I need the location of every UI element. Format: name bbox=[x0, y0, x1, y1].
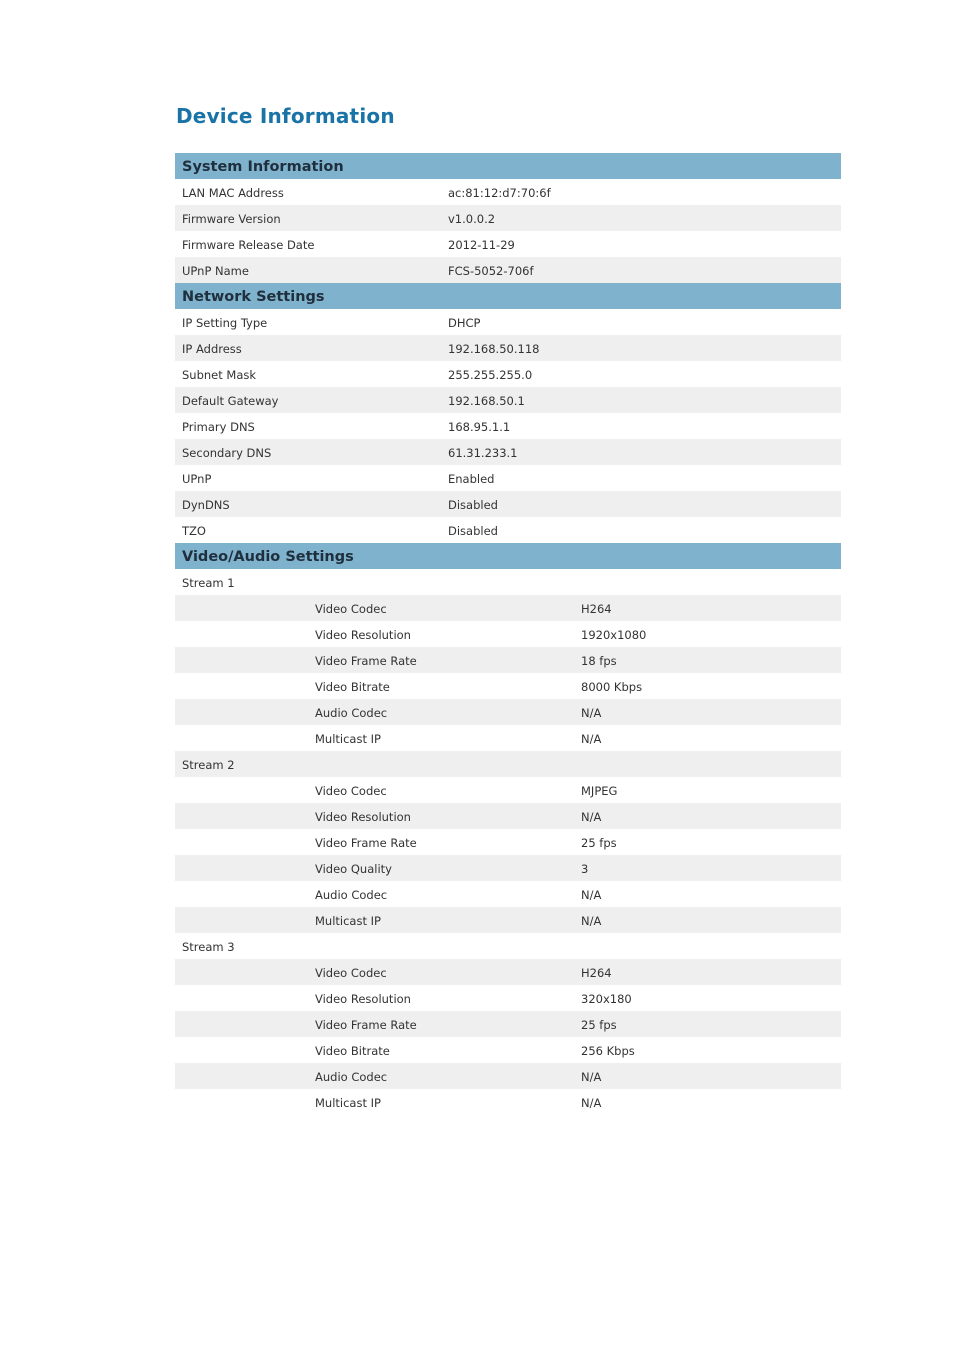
info-row-dyndns bbox=[175, 491, 841, 517]
info-row-tzo bbox=[175, 517, 841, 543]
stream-3-video-frame-rate bbox=[175, 1011, 841, 1037]
stream-2-video-codec bbox=[175, 777, 841, 803]
stream-1-video-bitrate bbox=[175, 673, 841, 699]
info-label: Video Resolution bbox=[315, 628, 411, 642]
info-label: Video Frame Rate bbox=[315, 654, 417, 668]
stream-2-multicast-ip bbox=[175, 907, 841, 933]
info-value: 3 bbox=[581, 862, 589, 876]
section-title: System Information bbox=[182, 159, 344, 175]
info-label: Audio Codec bbox=[315, 888, 388, 902]
info-label: DynDNS bbox=[182, 498, 230, 512]
info-value: N/A bbox=[581, 1096, 602, 1110]
stream-1-multicast-ip bbox=[175, 725, 841, 751]
info-label: Multicast IP bbox=[315, 1096, 381, 1110]
info-value: N/A bbox=[581, 732, 602, 746]
info-label: Default Gateway bbox=[182, 394, 279, 408]
section-title: Video/Audio Settings bbox=[182, 549, 354, 565]
info-label: Video Codec bbox=[315, 602, 387, 616]
section-header-network-settings bbox=[175, 283, 841, 309]
info-row-subnet-mask bbox=[175, 361, 841, 387]
info-value: 192.168.50.118 bbox=[448, 342, 540, 356]
info-value: H264 bbox=[581, 966, 612, 980]
info-value: DHCP bbox=[448, 316, 481, 330]
info-label: TZO bbox=[182, 524, 206, 538]
info-label: LAN MAC Address bbox=[182, 186, 284, 200]
device-info-table bbox=[175, 153, 841, 1115]
info-value: Enabled bbox=[448, 472, 495, 486]
stream-name: Stream 3 bbox=[182, 940, 235, 954]
info-value: 25 fps bbox=[581, 836, 617, 850]
info-value: Disabled bbox=[448, 498, 498, 512]
stream-2-video-resolution bbox=[175, 803, 841, 829]
info-value: 256 Kbps bbox=[581, 1044, 635, 1058]
stream-1-video-codec bbox=[175, 595, 841, 621]
info-label: Video Frame Rate bbox=[315, 1018, 417, 1032]
stream-3-video-bitrate bbox=[175, 1037, 841, 1063]
info-value: Disabled bbox=[448, 524, 498, 538]
info-row-firmware-version bbox=[175, 205, 841, 231]
info-value: N/A bbox=[581, 888, 602, 902]
info-label: Multicast IP bbox=[315, 914, 381, 928]
stream-3-video-resolution bbox=[175, 985, 841, 1011]
stream-1-video-frame-rate bbox=[175, 647, 841, 673]
info-label: Firmware Version bbox=[182, 212, 281, 226]
info-row-ip-setting-type bbox=[175, 309, 841, 335]
stream-3-audio-codec bbox=[175, 1063, 841, 1089]
stream-3-heading bbox=[175, 933, 841, 959]
info-value: FCS-5052-706f bbox=[448, 264, 534, 278]
info-row-secondary-dns bbox=[175, 439, 841, 465]
stream-name: Stream 2 bbox=[182, 758, 235, 772]
info-label: Video Codec bbox=[315, 784, 387, 798]
info-label: Video Resolution bbox=[315, 992, 411, 1006]
info-row-upnp bbox=[175, 465, 841, 491]
section-title: Network Settings bbox=[182, 289, 325, 305]
info-value: 168.95.1.1 bbox=[448, 420, 511, 434]
info-label: Subnet Mask bbox=[182, 368, 257, 382]
info-label: Primary DNS bbox=[182, 420, 255, 434]
info-row-ip-address bbox=[175, 335, 841, 361]
info-value: MJPEG bbox=[581, 784, 618, 798]
info-value: 192.168.50.1 bbox=[448, 394, 525, 408]
info-label: Video Frame Rate bbox=[315, 836, 417, 850]
info-value: N/A bbox=[581, 706, 602, 720]
info-value: N/A bbox=[581, 1070, 602, 1084]
stream-3-video-codec bbox=[175, 959, 841, 985]
stream-2-audio-codec bbox=[175, 881, 841, 907]
info-value: 18 fps bbox=[581, 654, 617, 668]
info-row-primary-dns bbox=[175, 413, 841, 439]
stream-2-video-quality bbox=[175, 855, 841, 881]
info-label: UPnP Name bbox=[182, 264, 249, 278]
info-value: 61.31.233.1 bbox=[448, 446, 518, 460]
info-value: 255.255.255.0 bbox=[448, 368, 533, 382]
info-value: 8000 Kbps bbox=[581, 680, 643, 694]
info-value: 25 fps bbox=[581, 1018, 617, 1032]
info-row-firmware-release-date bbox=[175, 231, 841, 257]
info-label: Multicast IP bbox=[315, 732, 381, 746]
section-header-video-audio-settings bbox=[175, 543, 841, 569]
info-value: H264 bbox=[581, 602, 612, 616]
info-label: Video Bitrate bbox=[315, 1044, 390, 1058]
stream-1-video-resolution bbox=[175, 621, 841, 647]
info-label: Video Resolution bbox=[315, 810, 411, 824]
info-label: Video Bitrate bbox=[315, 680, 390, 694]
stream-3-multicast-ip bbox=[175, 1089, 841, 1115]
page-title: Device Information bbox=[176, 104, 395, 128]
info-label: Video Codec bbox=[315, 966, 387, 980]
stream-1-heading bbox=[175, 569, 841, 595]
info-value: ac:81:12:d7:70:6f bbox=[448, 186, 551, 200]
info-label: Audio Codec bbox=[315, 706, 388, 720]
info-row-lan-mac-address bbox=[175, 179, 841, 205]
info-value: 320x180 bbox=[581, 992, 632, 1006]
stream-2-heading bbox=[175, 751, 841, 777]
info-value: 1920x1080 bbox=[581, 628, 647, 642]
info-value: N/A bbox=[581, 914, 602, 928]
info-row-upnp-name bbox=[175, 257, 841, 283]
info-label: IP Address bbox=[182, 342, 242, 356]
info-value: N/A bbox=[581, 810, 602, 824]
info-label: IP Setting Type bbox=[182, 316, 268, 330]
stream-2-video-frame-rate bbox=[175, 829, 841, 855]
stream-1-audio-codec bbox=[175, 699, 841, 725]
info-label: Firmware Release Date bbox=[182, 238, 315, 252]
info-label: Secondary DNS bbox=[182, 446, 272, 460]
info-label: Video Quality bbox=[315, 862, 392, 876]
info-label: UPnP bbox=[182, 472, 212, 486]
info-label: Audio Codec bbox=[315, 1070, 388, 1084]
stream-name: Stream 1 bbox=[182, 576, 235, 590]
info-value: v1.0.0.2 bbox=[448, 212, 496, 226]
info-value: 2012-11-29 bbox=[448, 238, 515, 252]
info-row-default-gateway bbox=[175, 387, 841, 413]
section-header-system-information bbox=[175, 153, 841, 179]
